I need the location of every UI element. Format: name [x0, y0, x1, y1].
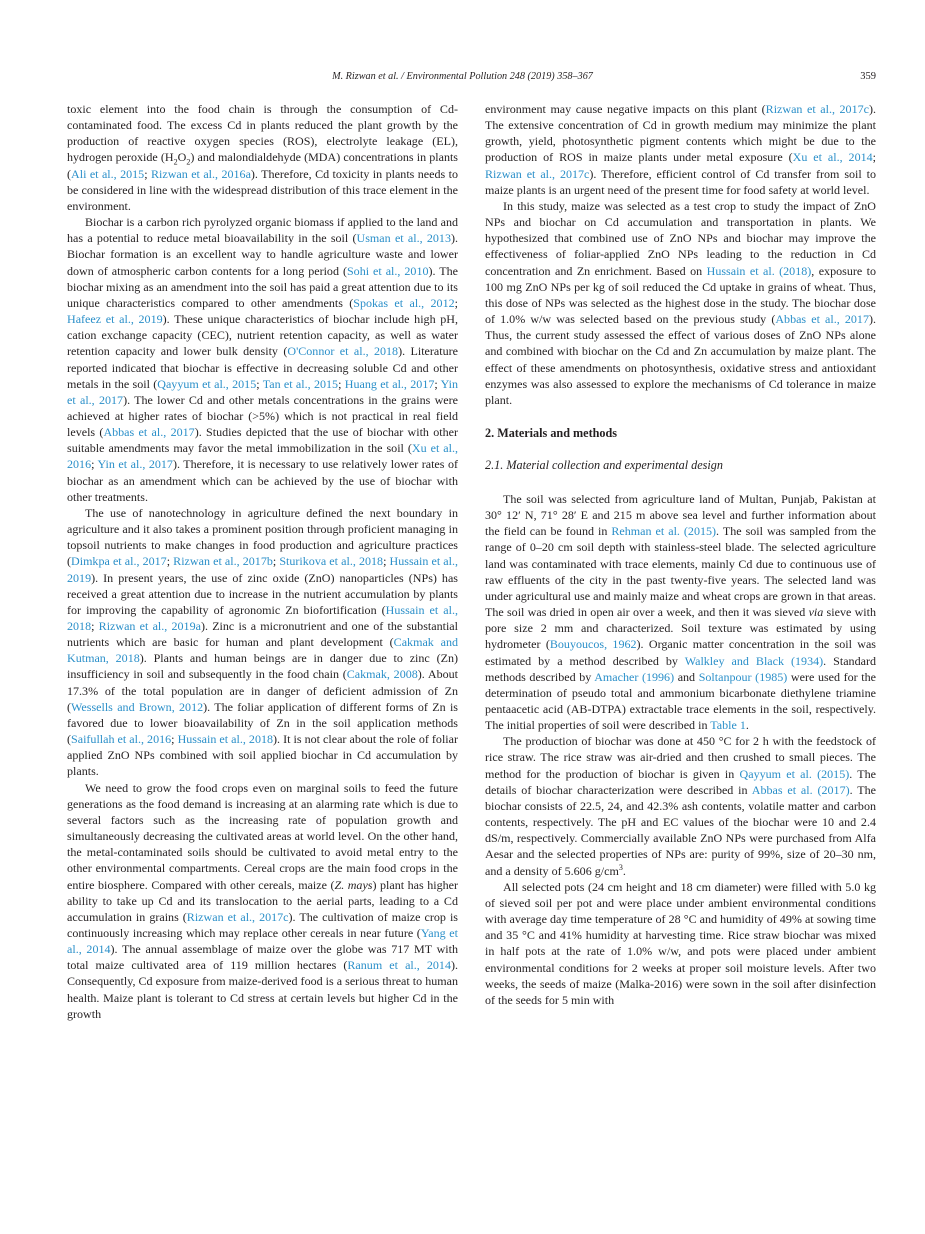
- citation-link[interactable]: Hafeez et al., 2019: [67, 312, 163, 327]
- subsection-heading-material-collection: 2.1. Material collection and experimental design: [485, 457, 723, 472]
- citation-link[interactable]: Sohi et al., 2010: [346, 263, 429, 278]
- citation-link[interactable]: Abbas et al., 2017: [775, 312, 869, 327]
- table-link[interactable]: Table 1: [710, 718, 746, 733]
- journal-running-title: M. Rizwan et al. / Environmental Pollution 248 (2019) 358–367: [332, 71, 593, 82]
- citation-link[interactable]: Qayyum et al., 2015: [157, 376, 257, 391]
- paragraph-pot-experiment: All selected pots (24 cm height and 18 cm diameter) were filled with 5.0 kg of sieved soil per pot and were place under ambient environmental conditions with average day time temperature of 28 °C and humidity of 49% at sowing time and 35 °C and 41% humidity at harvesting time. Rice straw biochar was mixed in half pots at the rate of 1.0% w/w, and pots were placed under ambient environmental conditions for 2 weeks at proper soil moisture levels. After two weeks, the seeds of maize (Malka-2016) were sown in the soil after disinfection of the seeds for 5 min with: [485, 879, 876, 1007]
- right-column: [485, 101, 876, 1008]
- citation-link[interactable]: Xu et al., 2016: [67, 441, 458, 472]
- page-number: 359: [860, 71, 876, 82]
- citation-link[interactable]: Spokas et al., 2012: [353, 295, 455, 310]
- running-header: [0, 71, 925, 87]
- citation-link[interactable]: Saifullah et al., 2016: [71, 732, 172, 747]
- paragraph-soil-sampling: The soil was selected from agriculture land of Multan, Punjab, Pakistan at 30° 12′ N, 71° 28′ E and 215 m above sea level and further information about the field can be found in Rehman et al. (2015). The soil was sampled from the range of 0–20 cm soil depth with stainless-steel blade. The selected agriculture land was contaminated with trace elements, mainly Cd due to continuous use of raw effluents of the city in the past twenty-five years. The selected land was under agricultural use and mainly maize and wheat crops are grown in that areas. The soil was dried in open air over a week, and then it was sieved via sieve with pore size 2 mm and characterized. Soil texture was estimated by using hydrometer (Bouyoucos, 1962). Organic matter concentration in the soil was estimated by a method described by Walkley and Black (1934). Standard methods described by Amacher (1996) and Soltanpour (1985) were used for the determination of pseudo total and ammonium bicarbonate diethylene triamine pentaacetic acid (AB-DTPA) extractable trace elements in the soil, respectively. The initial properties of soil were described in Table 1.: [485, 491, 877, 733]
- paragraph-biochar-production: The production of biochar was done at 450 °C for 2 h with the feedstock of rice straw. The rice straw was air-dried and then crushed to small pieces. The method for the production of biochar is given in Qayyum et al. (2015). The details of biochar characterization were described in Abbas et al. (2017). The biochar consists of 22.5, 24, and 42.3% ash contents, volatile matter and carbon contents, respectively. The pH and EC values of the biochar were 10 and 2.4 dS/m, respectively. Commercially available ZnO NPs were purchased from Alfa Aesar and the selected properties of NPs are: purity of 99%, size of 20–30 nm, and a density of 5.606 $g/cm^3$.: [485, 734, 876, 878]
- citation-link[interactable]: Ranum et al., 2014: [347, 958, 451, 973]
- citation-link[interactable]: Qayyum et al. (2015): [739, 766, 850, 781]
- citation-link[interactable]: Yin et al., 2017: [67, 376, 459, 407]
- section-heading-materials-methods: 2. Materials and methods: [485, 425, 618, 440]
- paragraph-biochar: Biochar is a carbon rich pyrolyzed organic biomass if applied to the land and has a potential to reduce metal bioavailability in the soil (Usman et al., 2013). Biochar formation is an excellent way to handle agriculture waste and lower down of atmospheric carbon contents for a long period (Sohi et al., 2010). The biochar mixing as an amendment into the soil has paid a great attention due to its unique characteristics compared to other amendments (Spokas et al., 2012; Hafeez et al., 2019). These unique characteristics of biochar include high pH, cation exchange capacity (CEC), nutrient retention capacity, as well as water retention capacity and lower bulk density (O'Connor et al., 2018). Literature reported indicated that biochar is effective in decreasing soluble Cd and other metals in the soil (Qayyum et al., 2015; Tan et al., 2015; Huang et al., 2017; Yin et al., 2017). The lower Cd and other metals concentrations in the grains were achieved at higher rates of biochar (>5%) which is not practical in real field levels (Abbas et al., 2017). Studies depicted that the use of biochar with other suitable amendments may favor the metal immobilization in the soil (Xu et al., 2016; Yin et al., 2017). Therefore, it is necessary to use relatively lower rates of biochar as an amendment which can be achieved by the use of biochar with other treatments.: [67, 215, 459, 504]
- paragraph-cd-food-chain: toxic element into the food chain is through the consumption of Cd-contaminated food. The excess Cd in plants reduced the plant growth by the production of reactive oxygen species (ROS), electrolyte leakage (EL), hydrogen peroxide $(H_2O_2)$ and malondialdehyde (MDA) concentrations in plants (Ali et al., 2015; Rizwan et al., 2016a). Therefore, Cd toxicity in plants needs to be considered in line with the widespread distribution of this trace element in the environment.: [67, 102, 459, 213]
- citation-link[interactable]: Tan et al., 2015: [262, 376, 339, 391]
- citation-link[interactable]: Rizwan et al., 2017b: [173, 554, 273, 569]
- citation-link[interactable]: Walkley and Black (1934): [684, 653, 824, 668]
- citation-link[interactable]: Bouyoucos, 1962: [549, 637, 637, 652]
- citation-link[interactable]: Cakmak and Kutman, 2018: [67, 635, 458, 666]
- citation-link[interactable]: Xu et al., 2014: [792, 150, 873, 165]
- citation-link[interactable]: Usman et al., 2013: [356, 231, 451, 246]
- citation-link[interactable]: Abbas et al. (2017): [751, 782, 850, 797]
- citation-link[interactable]: Rizwan et al., 2017c: [485, 166, 590, 181]
- citation-link[interactable]: Rizwan et al., 2017c: [186, 909, 289, 924]
- citation-link[interactable]: Abbas et al., 2017: [103, 425, 195, 440]
- citation-link[interactable]: Rizwan et al., 2016a: [150, 166, 251, 181]
- citation-link[interactable]: Rehman et al. (2015): [611, 524, 717, 539]
- citation-link[interactable]: Hussain et al., 2018: [67, 602, 458, 633]
- left-column: [67, 101, 458, 1022]
- citation-link[interactable]: Huang et al., 2017: [344, 376, 435, 391]
- paragraph-study-aim: In this study, maize was selected as a test crop to study the impact of ZnO NPs and biochar on Cd accumulation and transportation in plants. We hypothesized that combined use of ZnO NPs and biochar may improve the effectiveness of foliar-applied ZnO NPs leading to the reduction in Cd concentration and Zn enrichment. Based on Hussain et al. (2018), exposure to 100 mg ZnO NPs per kg of soil reduced the Cd uptake in grains of wheat. Thus, this dose of NPs was selected as the highest dose in the study. The biochar dose of 1.0% w/w was selected based on the previous study (Abbas et al., 2017). Thus, the current study assessed the effect of various doses of ZnO NPs alone and combined with biochar on the Cd and Zn accumulation by maize plant. The effect of these amendments on photosynthesis, oxidative stress and antioxidant enzymes was also assessed to explore the mechanisms of Cd tolerance in maize plant.: [485, 198, 877, 407]
- paragraph-nanotechnology: The use of nanotechnology in agriculture defined the next boundary in agriculture and it also takes a prominent position through proficient managing in topsoil nutrients to make changes in food production and agriculture practices (Dimkpa et al., 2017; Rizwan et al., 2017b; Sturikova et al., 2018; Hussain et al., 2019). In present years, the use of zinc oxide (ZnO) nanoparticles (NPs) has received a great attention due to increase in the nutrient accumulation by plants for improving the capability of agronomic Zn biofortification (Hussain et al., 2018; Rizwan et al., 2019a). Zinc is a micronutrient and one of the substantial nutrients which are basic for human and plant development (Cakmak and Kutman, 2018). Plants and human beings are in danger due to zinc (Zn) insufficiency in soil and subsequently in the food chain (Cakmak, 2008). About 17.3% of the total population are in danger of deficient admission of Zn (Wessells and Brown, 2012). The foliar application of different forms of Zn is favored due to lower bioavailability of Zn in the soil application methods (Saifullah et al., 2016; Hussain et al., 2018). It is not clear about the role of foliar applied ZnO NPs combined with soil applied biochar in Cd accumulation by plants.: [67, 505, 459, 779]
- citation-link[interactable]: Rizwan et al., 2019a: [98, 619, 201, 633]
- paragraph-maize-continued: environment may cause negative impacts on this plant (Rizwan et al., 2017c). The extensive concentration of Cd in growth medium may minimize the plant growth, yield, photosynthetic pigment contents which might be due to the production of ROS in maize plants under metal exposure (Xu et al., 2014; Rizwan et al., 2017c). Therefore, efficient control of Cd transfer from soil to maize plants is an urgent need of the present time for food safety at world level.: [485, 102, 877, 197]
- citation-link[interactable]: Hussain et al., 2018: [177, 732, 274, 747]
- citation-link[interactable]: Wessells and Brown, 2012: [71, 699, 204, 714]
- paragraph-maize: We need to grow the food crops even on marginal soils to feed the future generations as the food demand is increasing at an alarming rate which is due to several factors such as the increasing rate of population growth and simultaneously decreasing the cultivated areas at world level. On the other hand, the metal-contaminated soils should be cultivated to avoid metal entry to the other environmental compartments. Cereal crops are the main food crops in the entire biosphere. Compared with other cereals, maize (Z. mays) plant has higher ability to take up Cd and its translocation to the aerial parts, leading to a Cd accumulation in grains (Rizwan et al., 2017c). The cultivation of maize crop is continuously increasing which may replace other cereals in near future (Yang et al., 2014). The annual assemblage of maize over the globe was 717 MT with total maize cultivated area of 119 million hectares (Ranum et al., 2014). Consequently, Cd exposure from maize-derived food is a serious threat to human health. Maize plant is tolerant to Cd stress at certain levels but higher Cd in the growth: [67, 780, 459, 1021]
- citation-link[interactable]: Yang et al., 2014: [67, 925, 458, 957]
- citation-link[interactable]: Soltanpour (1985): [698, 669, 788, 684]
- citation-link[interactable]: Ali et al., 2015: [71, 166, 145, 181]
- citation-link[interactable]: Sturikova et al., 2018: [279, 554, 384, 569]
- citation-link[interactable]: Hussain et al., 2019: [67, 554, 458, 585]
- citation-link[interactable]: Hussain et al. (2018): [706, 263, 812, 278]
- citation-link[interactable]: Amacher (1996): [594, 669, 675, 684]
- citation-link[interactable]: Yin et al., 2017: [97, 457, 173, 472]
- citation-link[interactable]: Cakmak, 2008: [346, 667, 418, 682]
- citation-link[interactable]: Rizwan et al., 2017c: [765, 102, 869, 116]
- citation-link[interactable]: O'Connor et al., 2018: [287, 344, 399, 359]
- citation-link[interactable]: Dimkpa et al., 2017: [71, 554, 167, 569]
